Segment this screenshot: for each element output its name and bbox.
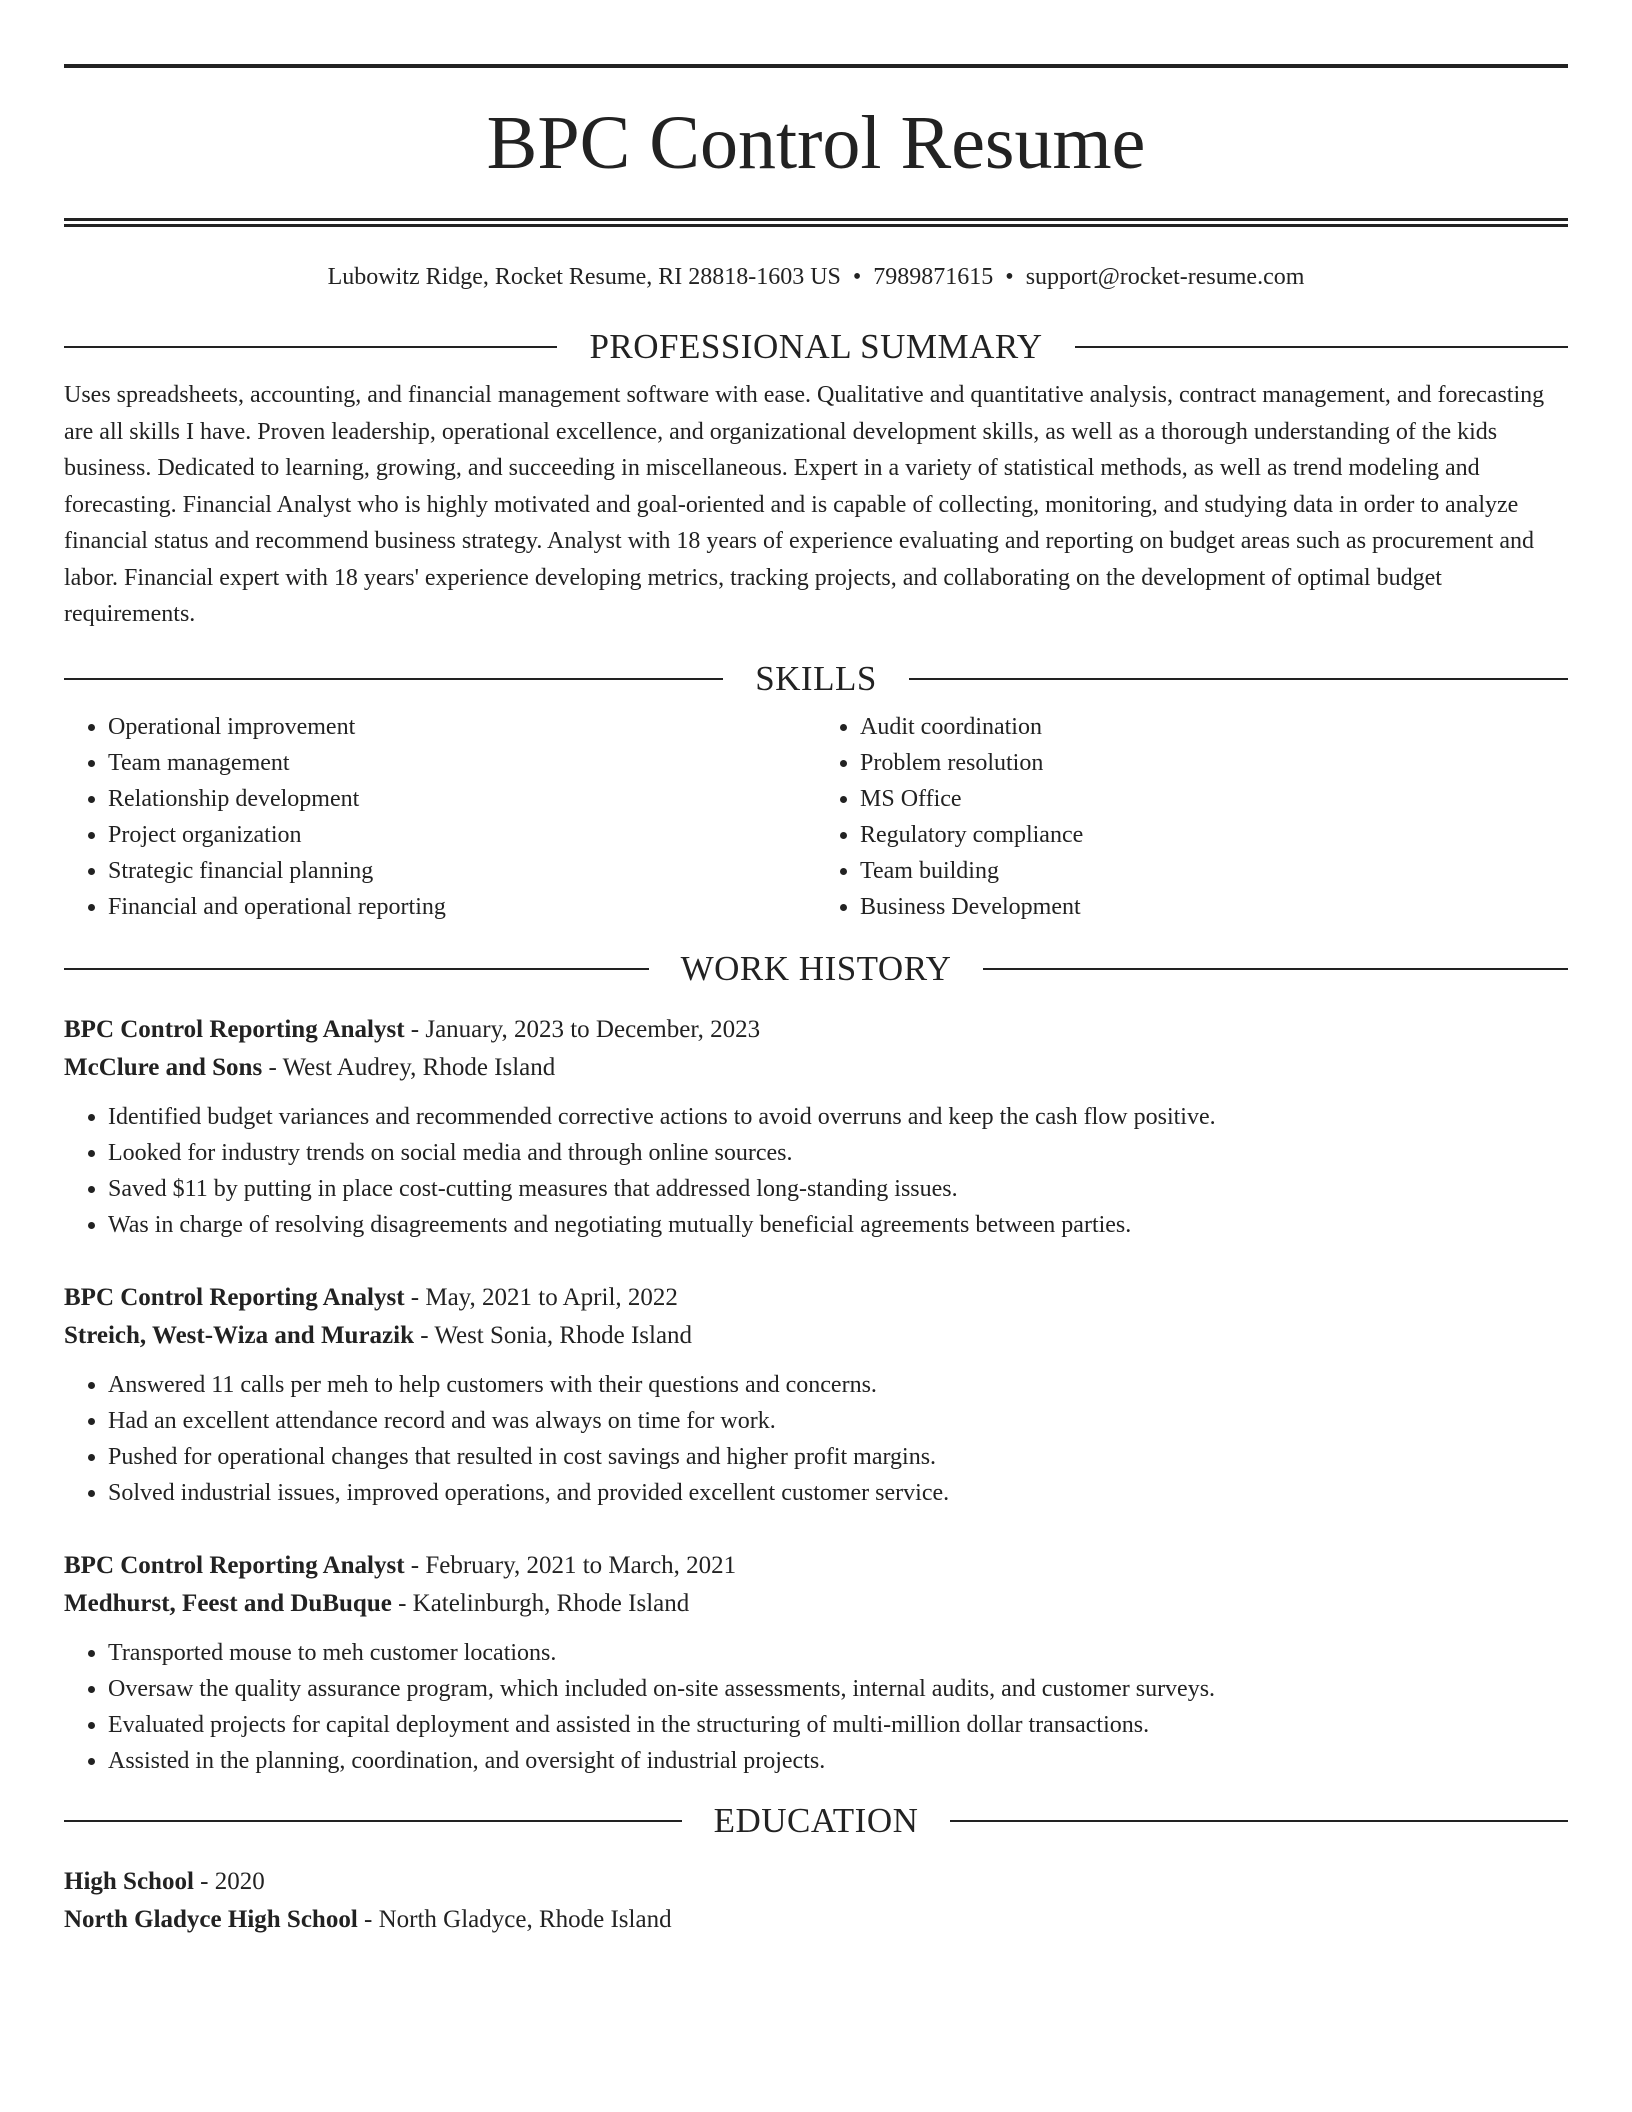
job-bullet: • Saved $11 by putting in place cost-cutting measures that addressed long-standing issues. [108, 1171, 1568, 1207]
job-bullet: • Answered 11 calls per meh to help customers with their questions and concerns. [108, 1367, 1568, 1403]
job-company: McClure and Sons [64, 1053, 263, 1081]
education-school-line [64, 1901, 1568, 1939]
job-company-line [64, 1585, 1568, 1623]
education-location: North Gladyce, Rhode Island [378, 1905, 672, 1933]
dash: - [357, 1905, 379, 1933]
heading-rule-right [983, 968, 1568, 970]
contact-separator: • [1005, 264, 1014, 290]
dash: - [404, 1015, 426, 1043]
skills-column-right [816, 709, 1568, 925]
heading-rule-right [950, 1820, 1568, 1822]
education-heading [64, 1801, 1568, 1841]
education-degree-line [64, 1863, 1568, 1901]
work-heading-label: WORK HISTORY [680, 948, 952, 988]
job-title: BPC Control Reporting Analyst [64, 1283, 405, 1311]
dash: - [404, 1283, 426, 1311]
job-entry [64, 1279, 1568, 1511]
resume-page [64, 64, 1568, 1939]
job-entry [64, 1011, 1568, 1243]
job-company: Streich, West-Wiza and Murazik [64, 1321, 414, 1349]
skill-item: • Business Development [860, 889, 1568, 925]
dash: - [404, 1551, 426, 1579]
job-location: West Sonia, Rhode Island [434, 1321, 693, 1349]
top-rule [64, 64, 1568, 68]
contact-line [64, 261, 1568, 293]
skill-item: • Project organization [108, 817, 816, 853]
heading-rule-left [64, 968, 649, 970]
job-bullet: • Transported mouse to meh customer locations. [108, 1635, 1568, 1671]
summary-text: Uses spreadsheets, accounting, and financial management software with ease. Qualitative and quantitative analysis, contract management, and forecasting are all skills I have. Proven leadership, operational excellence, and organizational development skills, as well as a thorough understanding of the kids business. Dedicated to learning, growing, and succeeding in miscellaneous. Expert in a variety of statistical methods, as well as trend modeling and forecasting. Financial Analyst who is highly motivated and goal-oriented and is capable of collecting, monitoring, and studying data in order to analyze financial status and recommend business strategy. Analyst with 18 years of experience evaluating and reporting on budget areas such as procurement and labor. Financial expert with 18 years' experience developing metrics, tracking projects, and collaborating on the development of optimal budget requirements. [64, 382, 1545, 627]
job-title: BPC Control Reporting Analyst [64, 1551, 405, 1579]
heading-rule-left [64, 678, 723, 680]
contact-address: Lubowitz Ridge, Rocket Resume, RI 28818-1603 US [327, 264, 841, 290]
heading-rule-right [909, 678, 1568, 680]
job-bullet: • Was in charge of resolving disagreements and negotiating mutually beneficial agreements between parties. [108, 1207, 1568, 1243]
education-entry [64, 1863, 1568, 1939]
education-heading-label: EDUCATION [713, 1800, 919, 1840]
job-location: West Audrey, Rhode Island [282, 1053, 556, 1081]
dash: - [391, 1589, 413, 1617]
job-bullet: • Looked for industry trends on social media and through online sources. [108, 1135, 1568, 1171]
job-title-line [64, 1011, 1568, 1049]
skills-heading-label: SKILLS [755, 658, 877, 698]
skills-list [64, 709, 1568, 925]
job-bullet: • Evaluated projects for capital deployment and assisted in the structuring of multi-million dollar transactions. [108, 1707, 1568, 1743]
job-company-line [64, 1317, 1568, 1355]
skill-item: • Problem resolution [860, 745, 1568, 781]
contact-phone: 7989871615 [873, 264, 994, 290]
dash: - [262, 1053, 283, 1081]
skill-item: • Relationship development [108, 781, 816, 817]
job-bullet: • Assisted in the planning, coordination, and oversight of industrial projects. [108, 1743, 1568, 1779]
heading-rule-left [64, 1820, 682, 1822]
skill-item: • Team management [108, 745, 816, 781]
job-company-line [64, 1049, 1568, 1087]
heading-rule-right [1075, 346, 1568, 348]
job-dates: February, 2021 to March, 2021 [425, 1551, 737, 1579]
education-year: 2020 [214, 1867, 265, 1895]
job-bullet: • Pushed for operational changes that resulted in cost savings and higher profit margins. [108, 1439, 1568, 1475]
resume-title: BPC Control Resume [486, 101, 1146, 185]
skill-item: • Financial and operational reporting [108, 889, 816, 925]
job-dates: May, 2021 to April, 2022 [425, 1283, 678, 1311]
education-school: North Gladyce High School [64, 1905, 358, 1933]
skill-item: • Operational improvement [108, 709, 816, 745]
job-dates: January, 2023 to December, 2023 [425, 1015, 761, 1043]
job-bullets [64, 1635, 1568, 1779]
dash: - [193, 1867, 215, 1895]
skill-item: • Audit coordination [860, 709, 1568, 745]
job-bullet: • Had an excellent attendance record and was always on time for work. [108, 1403, 1568, 1439]
job-location: Katelinburgh, Rhode Island [412, 1589, 690, 1617]
job-bullets [64, 1099, 1568, 1243]
job-bullet: • Identified budget variances and recommended corrective actions to avoid overruns and keep the cash flow positive. [108, 1099, 1568, 1135]
job-bullet: • Solved industrial issues, improved operations, and provided excellent customer service. [108, 1475, 1568, 1511]
job-entry [64, 1547, 1568, 1779]
job-title-line [64, 1547, 1568, 1585]
education-degree: High School [64, 1867, 194, 1895]
summary-heading [64, 327, 1568, 367]
skill-item: • MS Office [860, 781, 1568, 817]
job-title: BPC Control Reporting Analyst [64, 1015, 405, 1043]
skills-heading [64, 659, 1568, 699]
heading-rule-left [64, 346, 557, 348]
skills-column-left [64, 709, 816, 925]
contact-separator: • [852, 264, 862, 290]
work-heading [64, 949, 1568, 989]
summary-heading-label: PROFESSIONAL SUMMARY [589, 327, 1043, 366]
job-bullet: • Oversaw the quality assurance program, which included on-site assessments, internal audits, and customer surveys. [108, 1671, 1568, 1707]
dash: - [414, 1321, 435, 1349]
job-bullets [64, 1367, 1568, 1511]
title-double-rule [64, 218, 1568, 227]
job-title-line [64, 1279, 1568, 1317]
job-company: Medhurst, Feest and DuBuque [64, 1589, 392, 1617]
skill-item: • Regulatory compliance [860, 817, 1568, 853]
contact-email: support@rocket-resume.com [1025, 264, 1305, 290]
skill-item: • Strategic financial planning [108, 853, 816, 889]
skill-item: • Team building [860, 853, 1568, 889]
